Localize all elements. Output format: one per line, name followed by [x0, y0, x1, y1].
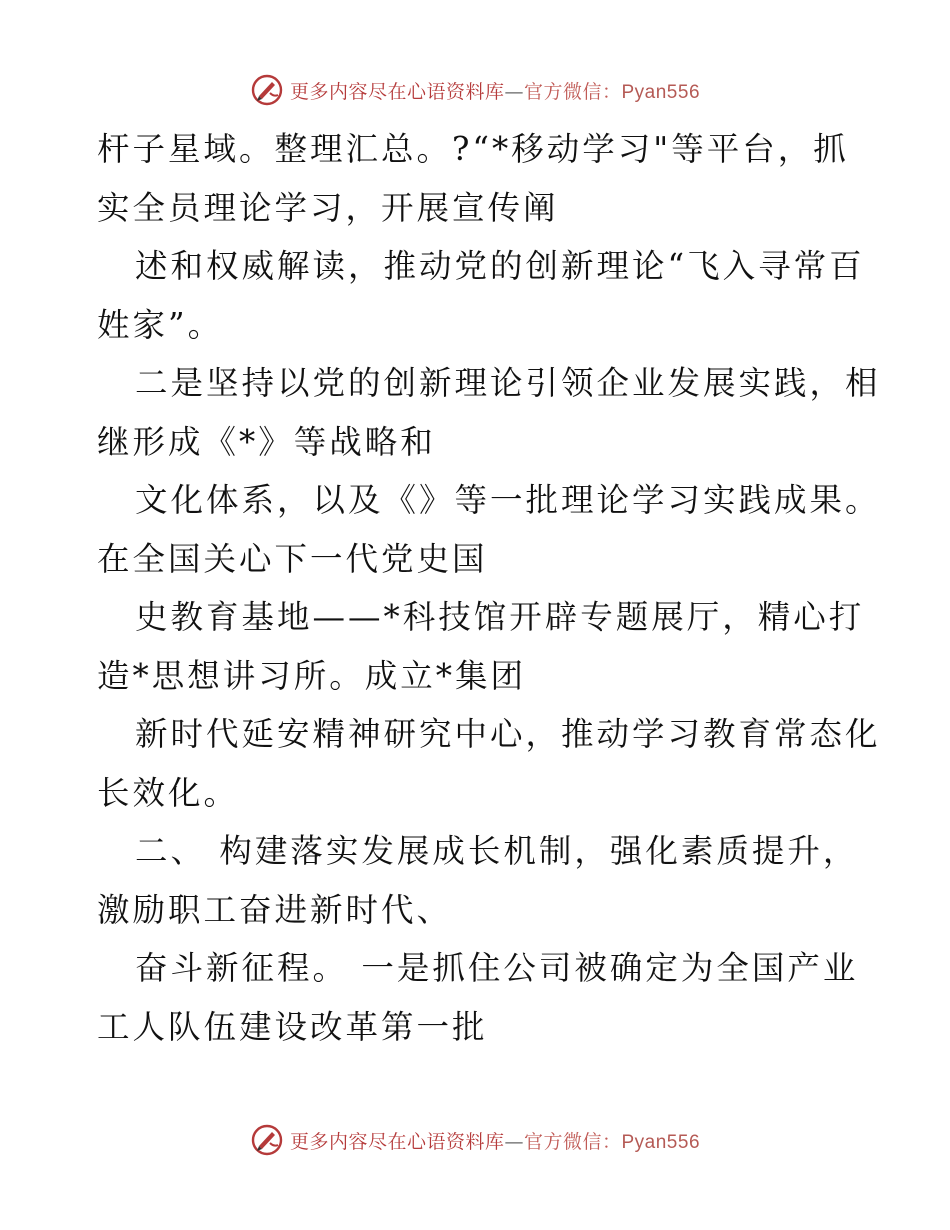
- text-line: 新时代延安精神研究中心，推动学习教育常态化: [135, 715, 881, 753]
- header-banner: [0, 70, 950, 110]
- text-line: 继形成《*》等战略和: [97, 422, 436, 461]
- dash: —: [504, 1130, 524, 1153]
- text-line: 实全员理论学习，开展宣传阐: [97, 188, 559, 227]
- footer-banner: [0, 1120, 950, 1160]
- text-line: 二、 构建落实发展成长机制，强化素质提升，: [135, 832, 859, 870]
- text-line: 述和权威解读，推动党的创新理论“飞入寻常百: [135, 247, 865, 285]
- text-line: 史教育基地——*科技馆开辟专题展厅，精心打: [135, 598, 865, 636]
- text-line: 杆子星域。整理汇总。?“*移动学习"等平台，抓: [97, 130, 849, 168]
- text-line: 二是坚持以党的创新理论引领企业发展实践，相: [135, 364, 881, 402]
- banner-text: [290, 77, 700, 104]
- text-line: 文化体系，以及《》等一批理论学习实践成果。: [135, 481, 881, 519]
- text-line: 姓家”。: [97, 305, 224, 344]
- dash: —: [504, 80, 524, 103]
- site-text: 更多内容尽在心语资料库: [289, 80, 505, 103]
- site-text: 更多内容尽在心语资料库: [289, 1130, 505, 1153]
- text-line: 造*思想讲习所。成立*集团: [97, 656, 527, 695]
- text-line: 在全国关心下一代党史国: [97, 539, 488, 578]
- banner-text: [290, 1127, 700, 1154]
- writing-hand-logo-icon: [250, 73, 284, 107]
- text-line: 奋斗新征程。 一是抓住公司被确定为全国产业: [135, 949, 859, 987]
- writing-hand-logo-icon: [250, 1123, 284, 1157]
- text-line: 工人队伍建设改革第一批: [97, 1007, 488, 1046]
- text-line: 激励职工奋进新时代、: [97, 890, 453, 929]
- wechat-id: Pyan556: [621, 1131, 701, 1153]
- wechat-label: 官方微信：: [523, 1130, 622, 1153]
- wechat-id: Pyan556: [621, 81, 701, 103]
- wechat-label: 官方微信：: [523, 80, 622, 103]
- text-line: 长效化。: [97, 773, 240, 812]
- document-body: [97, 120, 881, 1056]
